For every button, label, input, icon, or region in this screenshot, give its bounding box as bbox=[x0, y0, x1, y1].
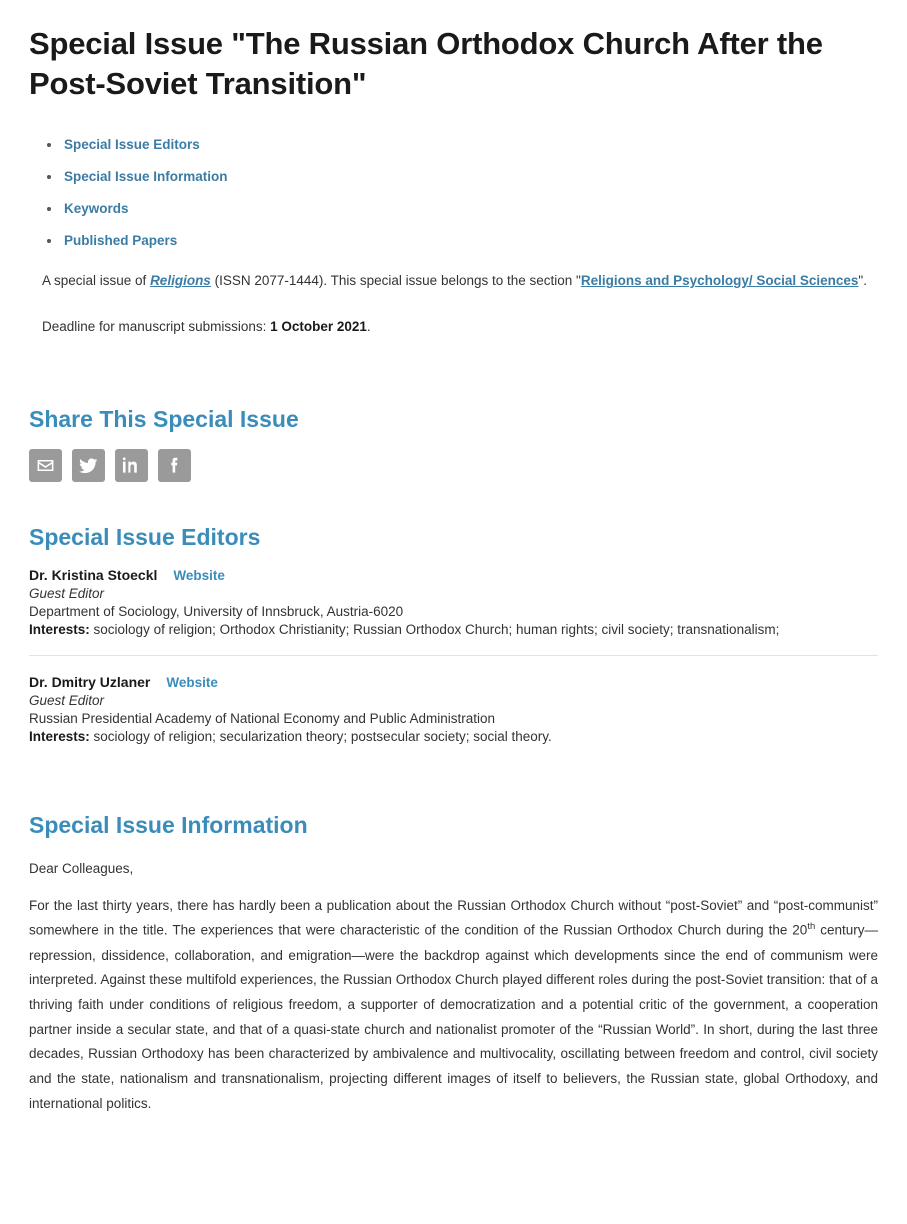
editors-section bbox=[29, 524, 878, 762]
deadline-label: Deadline for manuscript submissions: bbox=[42, 318, 271, 334]
table-of-contents bbox=[29, 137, 878, 248]
editor-affiliation: Department of Sociology, University of Innsbruck, Austria-6020 bbox=[29, 603, 404, 619]
interests-label: Interests: bbox=[29, 621, 90, 637]
toc-link-special-issue-information[interactable]: Special Issue Information bbox=[64, 169, 228, 185]
facebook-icon[interactable] bbox=[158, 449, 191, 482]
information-section bbox=[29, 812, 878, 1117]
editor-affiliation: Russian Presidential Academy of National Economy and Public Administration bbox=[29, 710, 495, 726]
editor-entry bbox=[29, 674, 878, 762]
editor-website-link[interactable]: Website bbox=[166, 674, 218, 690]
list-item bbox=[43, 233, 878, 248]
meta-prefix: A special issue of bbox=[42, 273, 151, 289]
section-link[interactable]: Religions and Psychology/ Social Sciences bbox=[580, 273, 859, 289]
list-item bbox=[43, 169, 878, 184]
journal-link[interactable]: Religions bbox=[150, 273, 211, 289]
editor-name: Dr. Dmitry Uzlaner bbox=[29, 673, 151, 690]
editor-website-link[interactable]: Website bbox=[173, 567, 225, 583]
meta-issn: (ISSN 2077-1444). This special issue belongs to the section " bbox=[210, 273, 581, 289]
list-item bbox=[43, 201, 878, 216]
information-paragraph bbox=[29, 894, 878, 1117]
editor-role: Guest Editor bbox=[29, 585, 105, 601]
interests-label: Interests: bbox=[29, 728, 90, 744]
twitter-icon[interactable] bbox=[72, 449, 105, 482]
editor-role: Guest Editor bbox=[29, 692, 105, 708]
information-heading: Special Issue Information bbox=[29, 811, 308, 838]
interests-value: sociology of religion; Orthodox Christianity; Russian Orthodox Church; human rights; civil society; transnationalism; bbox=[89, 621, 780, 637]
interests-value: sociology of religion; secularization theory; postsecular society; social theory. bbox=[89, 728, 552, 744]
editor-name-row bbox=[29, 567, 878, 583]
editors-heading: Special Issue Editors bbox=[29, 523, 261, 550]
share-icon-list bbox=[29, 449, 878, 482]
editor-interests bbox=[29, 622, 878, 637]
toc-link-published-papers[interactable]: Published Papers bbox=[64, 233, 178, 249]
email-icon[interactable] bbox=[29, 449, 62, 482]
paragraph-superscript: th bbox=[807, 921, 816, 933]
paragraph-part-1: For the last thirty years, there has hardly been a publication about the Russian Orthodox Church without “post-Soviet” and “post-communist” somewhere in the title. The experiences that were characteristic of the condition of the Russian Orthodox Church during the 20 bbox=[29, 897, 878, 938]
share-section bbox=[29, 406, 878, 482]
meta-suffix: ". bbox=[858, 273, 867, 289]
journal-meta bbox=[29, 270, 878, 292]
deadline bbox=[29, 319, 878, 334]
salutation: Dear Colleagues, bbox=[29, 860, 134, 876]
share-heading: Share This Special Issue bbox=[29, 405, 299, 432]
list-item bbox=[43, 137, 878, 152]
editor-entry bbox=[29, 567, 878, 656]
deadline-period: . bbox=[366, 318, 371, 334]
editor-name: Dr. Kristina Stoeckl bbox=[29, 566, 158, 583]
editor-name-row bbox=[29, 674, 878, 690]
linkedin-icon[interactable] bbox=[115, 449, 148, 482]
paragraph-part-2: century—repression, dissidence, collaboration, and emigration—were the backdrop against which developments since the end of communism were interpreted. Against these multifold experiences, the Russian Orthodox Church played different roles during the post-Soviet transition: that of a thriving faith under conditions of religious freedom, a supporter of democratization and a potential critic of the government, a cooperation partner inside a secular state, and that of a quasi-state church and nationalist promoter of the “Russian World”. In short, during the last three decades, Russian Orthodoxy has been characterized by ambivalence and multivocality, oscillating between freedom and control, civil society and the state, nationalism and transnationalism, projecting different images of itself to believers, the Russian state, global Orthodoxy, and international politics. bbox=[29, 922, 878, 1111]
deadline-value: 1 October 2021 bbox=[270, 318, 367, 334]
page-title: Special Issue "The Russian Orthodox Church After the Post-Soviet Transition" bbox=[29, 26, 823, 101]
toc-link-special-issue-editors[interactable]: Special Issue Editors bbox=[64, 137, 200, 153]
toc-link-keywords[interactable]: Keywords bbox=[64, 201, 129, 217]
editor-interests bbox=[29, 729, 878, 744]
